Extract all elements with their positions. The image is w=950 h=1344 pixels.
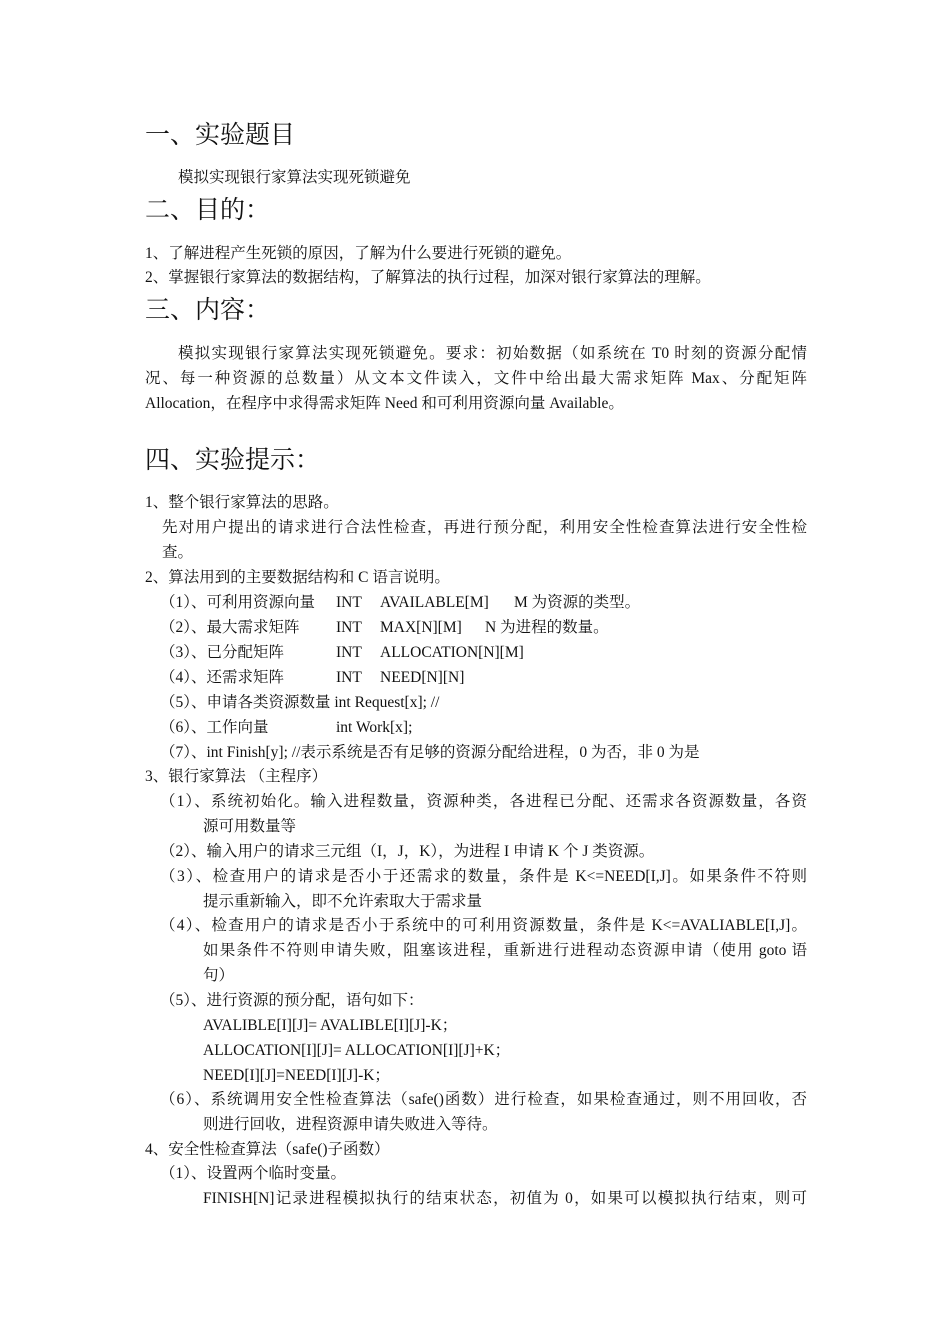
ds-line-6-name: （6）、工作向量 (160, 719, 269, 736)
section-2-item-2: 2、掌握银行家算法的数据结构，了解算法的执行过程，加深对银行家算法的理解。 (145, 269, 711, 286)
ds-name: （2）、最大需求矩阵 (160, 619, 300, 636)
ds-line-6-decl: int Work[x]; (336, 719, 413, 736)
hint-3-title: 3、银行家算法 （主程序） (145, 768, 328, 785)
hint-3-line: 则进行回收，进程资源申请失败进入等待。 (203, 1116, 498, 1133)
hint-3-line: 如果条件不符则申请失败，阻塞该进程，重新进行进程动态资源申请（使用 goto 语 (203, 942, 807, 959)
ds-name: （4）、还需求矩阵 (160, 669, 285, 686)
ds-note: M 为资源的类型。 (514, 594, 641, 611)
ds-type: INT (336, 669, 362, 686)
hint-4-line: （1）、设置两个临时变量。 (160, 1165, 347, 1182)
ds-name: （1）、可利用资源向量 (160, 594, 316, 611)
hint-2-title: 2、算法用到的主要数据结构和 C 语言说明。 (145, 569, 450, 586)
hint-1-line-2: 查。 (162, 544, 194, 561)
section-3-line-1: 模拟实现银行家算法实现死锁避免。要求：初始数据（如系统在 T0 时刻的资源分配情 (178, 345, 807, 362)
hint-4-line: FINISH[N]记录进程模拟执行的结束状态，初值为 0，如果可以模拟执行结束，则可 (203, 1190, 807, 1207)
hint-1-title: 1、整个银行家算法的思路。 (145, 494, 339, 511)
section-3-line-3: Allocation，在程序中求得需求矩阵 Need 和可利用资源向量 Available。 (145, 395, 624, 412)
ds-decl: AVAILABLE[M] (380, 594, 489, 611)
ds-type: INT (336, 619, 362, 636)
section-4-heading: 四、实验提示： (145, 445, 321, 474)
section-3-line-2: 况、每一种资源的总数量）从文本文件读入，文件中给出最大需求矩阵 Max、分配矩阵 (145, 370, 807, 387)
section-2-item-1: 1、了解进程产生死锁的原因，了解为什么要进行死锁的避免。 (145, 245, 572, 262)
ds-type: INT (336, 644, 362, 661)
hint-3-line: 句） (203, 967, 235, 984)
hint-3-line: （6）、系统调用安全性检查算法（safe()函数）进行检查，如果检查通过，则不用回收，否 (160, 1091, 807, 1108)
section-1-heading: 一、实验题目 (145, 120, 296, 149)
hint-3-line: 源可用数量等 (203, 818, 297, 835)
ds-line-7: （7）、int Finish[y]; //表示系统是否有足够的资源分配给进程，0 为否，非 0 为是 (160, 744, 700, 761)
hint-3-line: （5）、进行资源的预分配，语句如下： (160, 992, 424, 1009)
hint-3-line: （3）、检查用户的请求是否小于还需求的数量，条件是 K<=NEED[I,J]。如果条件不符则 (160, 868, 807, 885)
ds-note: N 为进程的数量。 (485, 619, 609, 636)
ds-decl: NEED[N][N] (380, 669, 465, 686)
ds-type: INT (336, 594, 362, 611)
section-3-heading: 三、内容： (145, 295, 271, 324)
ds-decl: MAX[N][M] (380, 619, 462, 636)
code-line: NEED[I][J]=NEED[I][J]-K； (203, 1067, 390, 1084)
ds-line-5: （5）、申请各类资源数量 int Request[x]; // (160, 694, 440, 711)
hint-3-line: （1）、系统初始化。输入进程数量，资源种类，各进程已分配、还需求各资源数量，各资 (160, 793, 807, 810)
hint-3-line: （4）、检查用户的请求是否小于系统中的可利用资源数量，条件是 K<=AVALIABLE[I,J]。 (160, 917, 807, 934)
hint-3-line: （2）、输入用户的请求三元组（I，J，K），为进程 I 申请 K 个 J 类资源。 (160, 843, 655, 860)
code-line: ALLOCATION[I][J]= ALLOCATION[I][J]+K； (203, 1042, 511, 1059)
section-2-heading: 二、目的： (145, 195, 271, 224)
hint-1-line-1: 先对用户提出的请求进行合法性检查，再进行预分配，利用安全性检查算法进行安全性检 (162, 519, 807, 536)
ds-decl: ALLOCATION[N][M] (380, 644, 524, 661)
ds-name: （3）、已分配矩阵 (160, 644, 285, 661)
hint-4-title: 4、安全性检查算法（safe()子函数） (145, 1141, 390, 1158)
code-line: AVALIBLE[I][J]= AVALIBLE[I][J]-K； (203, 1017, 458, 1034)
hint-3-line: 提示重新输入，即不允许索取大于需求量 (203, 893, 483, 910)
section-1-text: 模拟实现银行家算法实现死锁避免 (178, 169, 411, 186)
